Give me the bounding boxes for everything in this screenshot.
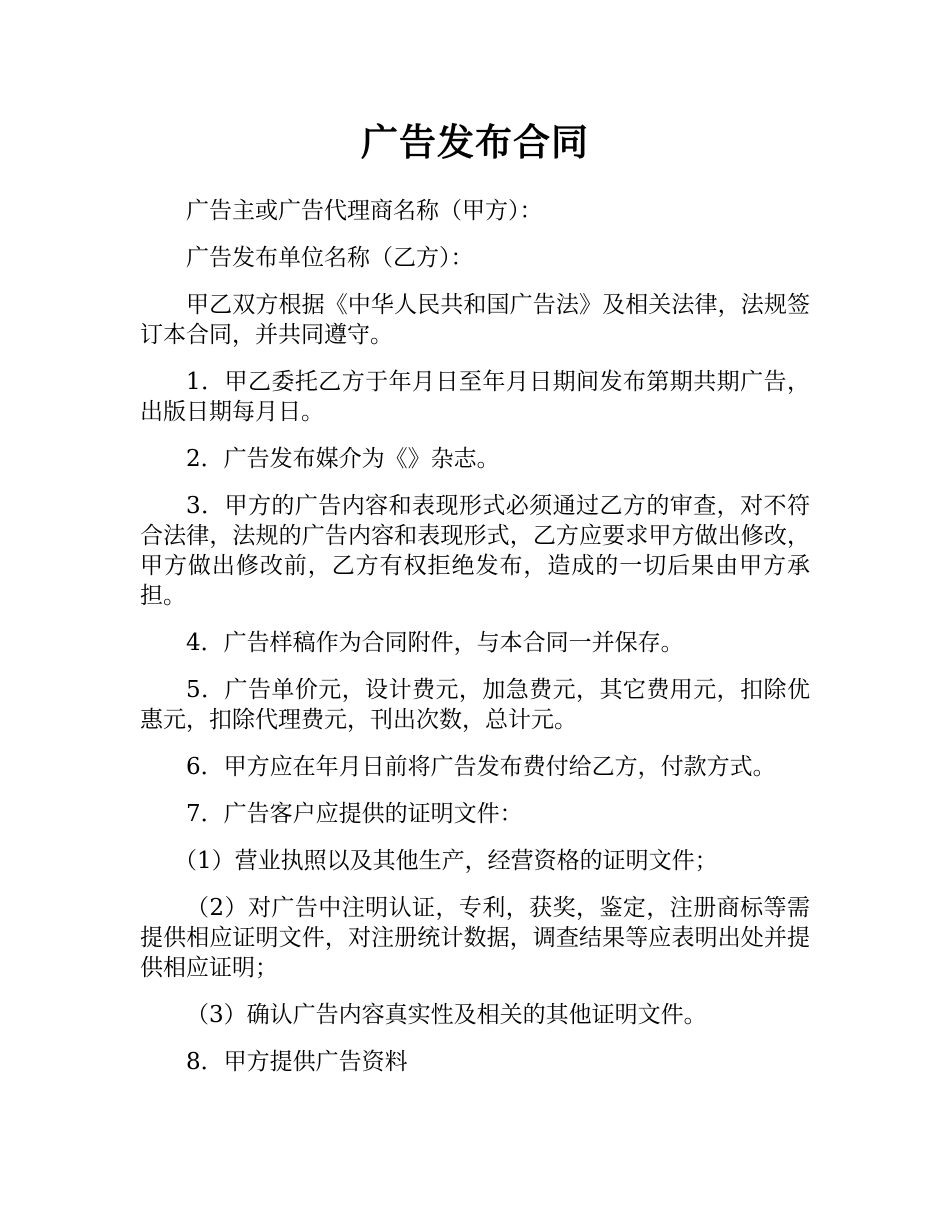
preamble-paragraph: 甲乙双方根据《中华人民共和国广告法》及相关法律，法规签订本合同，并共同遵守。 xyxy=(140,292,810,348)
clause-7-item-1: （1）营业执照以及其他生产，经营资格的证明文件； xyxy=(174,848,718,874)
document-body xyxy=(140,196,810,1077)
clause-2: 2．广告发布媒介为《》杂志。 xyxy=(186,446,500,472)
contract-page xyxy=(140,0,810,1094)
party-b-line: 广告发布单位名称（乙方）： xyxy=(186,245,474,271)
party-a-line: 广告主或广告代理商名称（甲方）： xyxy=(186,198,543,224)
clause-7: 7．广告客户应提供的证明文件： xyxy=(186,801,523,827)
clause-7-item-2: （2）对广告中注明认证，专利，获奖，鉴定，注册商标等需提供相应证明文件，对注册统计数据，调查结果等应表明出处并提供相应证明； xyxy=(140,895,810,981)
clause-3: 3．甲方的广告内容和表现形式必须通过乙方的审查，对不符合法律，法规的广告内容和表现形式，乙方应要求甲方做出修改，甲方做出修改前，乙方有权拒绝发布，造成的一切后果由甲方承担。 xyxy=(140,493,810,609)
clause-6: 6．甲方应在年月日前将广告发布费付给乙方，付款方式。 xyxy=(186,754,776,780)
document-title: 广告发布合同 xyxy=(361,121,589,164)
clause-7-item-3: （3）确认广告内容真实性及相关的其他证明文件。 xyxy=(186,1002,707,1028)
clause-8: 8．甲方提供广告资料 xyxy=(186,1049,408,1075)
clause-1: 1．甲乙委托乙方于年月日至年月日期间发布第期共期广告，出版日期每月日。 xyxy=(140,369,810,425)
clause-4: 4．广告样稿作为合同附件，与本合同一并保存。 xyxy=(186,630,684,656)
clause-5: 5．广告单价元，设计费元，加急费元，其它费用元，扣除优惠元，扣除代理费元，刊出次数，总计元。 xyxy=(140,677,810,733)
